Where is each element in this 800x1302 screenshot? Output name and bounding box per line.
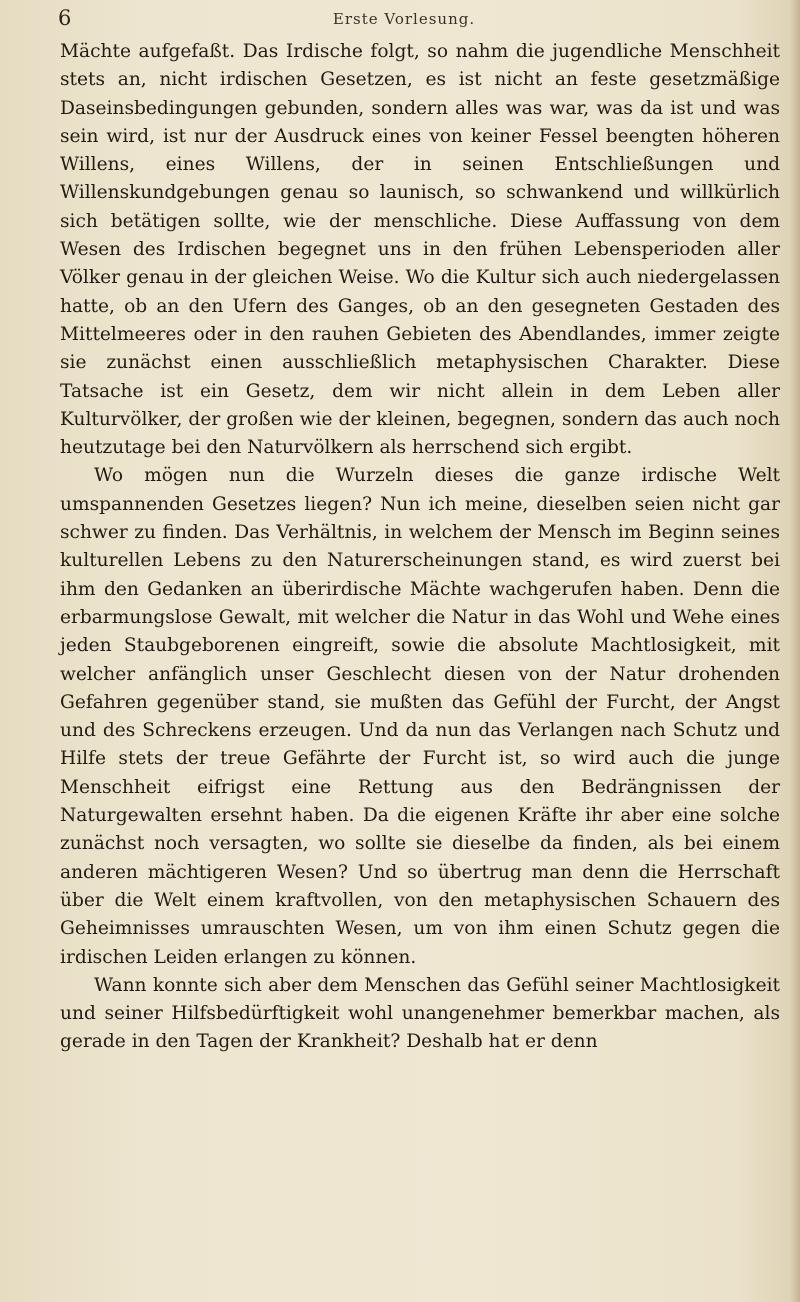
page-edge-shadow: [790, 0, 800, 1302]
page-number: 6: [58, 6, 72, 30]
paragraph-3: Wann konnte sich aber dem Menschen das Gefühl seiner Machtlosigkeit und seiner Hilfsbedürftigkeit wohl unangenehmer bemerkbar machen, als gerade in den Tagen der Krankheit? Deshalb hat er denn: [60, 974, 780, 1053]
page-header: [48, 6, 760, 38]
paragraph-1: Mächte aufgefaßt. Das Irdische folgt, so nahm die jugendliche Menschheit stets an, nicht irdischen Gesetzen, es ist nicht an feste gesetzmäßige Daseinsbedingungen gebunden, sondern alles was war, was da ist und was sein wird, ist nur der Ausdruck eines von keiner Fessel beengten höheren Willens, eines Willens, der in seinen Entschließungen und Willenskundgebungen genau so launisch, so schwankend und willkürlich sich betätigen sollte, wie der menschliche. Diese Auffassung von dem Wesen des Irdischen begegnet uns in den frühen Lebensperioden aller Völker genau in der gleichen Weise. Wo die Kultur sich auch niedergelassen hatte, ob an den Ufern des Ganges, ob an den gesegneten Gestaden des Mittelmeeres oder in den rauhen Gebieten des Abendlandes, immer zeigte sie zunächst einen ausschließlich metaphysischen Charakter. Diese Tatsache ist ein Gesetz, dem wir nicht allein in dem Leben aller Kulturvölker, der großen wie der kleinen, begegnen, sondern das auch noch heutzutage bei den Naturvölkern als herrschend sich ergibt.: [60, 41, 780, 459]
running-head: Erste Vorlesung.: [332, 10, 476, 28]
body-text: [60, 38, 780, 1057]
paragraph-2: Wo mögen nun die Wurzeln dieses die ganze irdische Welt umspannenden Gesetzes liegen? Nun ich meine, dieselben seien nicht gar schwer zu finden. Das Verhältnis, in welchem der Mensch im Beginn seines kulturellen Lebens zu den Naturerscheinungen stand, es wird zuerst bei ihm den Gedanken an überirdische Mächte wachgerufen haben. Denn die erbarmungslose Gewalt, mit welcher die Natur in das Wohl und Wehe eines jeden Staubgeborenen eingreift, sowie die absolute Machtlosigkeit, mit welcher anfänglich unser Geschlecht diesen von der Natur drohenden Gefahren gegenüber stand, sie mußten das Gefühl der Furcht, der Angst und des Schreckens erzeugen. Und da nun das Verlangen nach Schutz und Hilfe stets der treue Gefährte der Furcht ist, so wird auch die junge Menschheit eifrigst eine Rettung aus den Bedrängnissen der Naturgewalten ersehnt haben. Da die eigenen Kräfte ihr aber eine solche zunächst noch versagten, wo sollte sie dieselbe da finden, als bei einem anderen mächtigeren Wesen? Und so übertrug man denn die Herrschaft über die Welt einem kraftvollen, von den metaphysischen Schauern des Geheimnisses umrauschten Wesen, um von ihm einen Schutz gegen die irdischen Leiden erlangen zu können.: [60, 465, 780, 968]
